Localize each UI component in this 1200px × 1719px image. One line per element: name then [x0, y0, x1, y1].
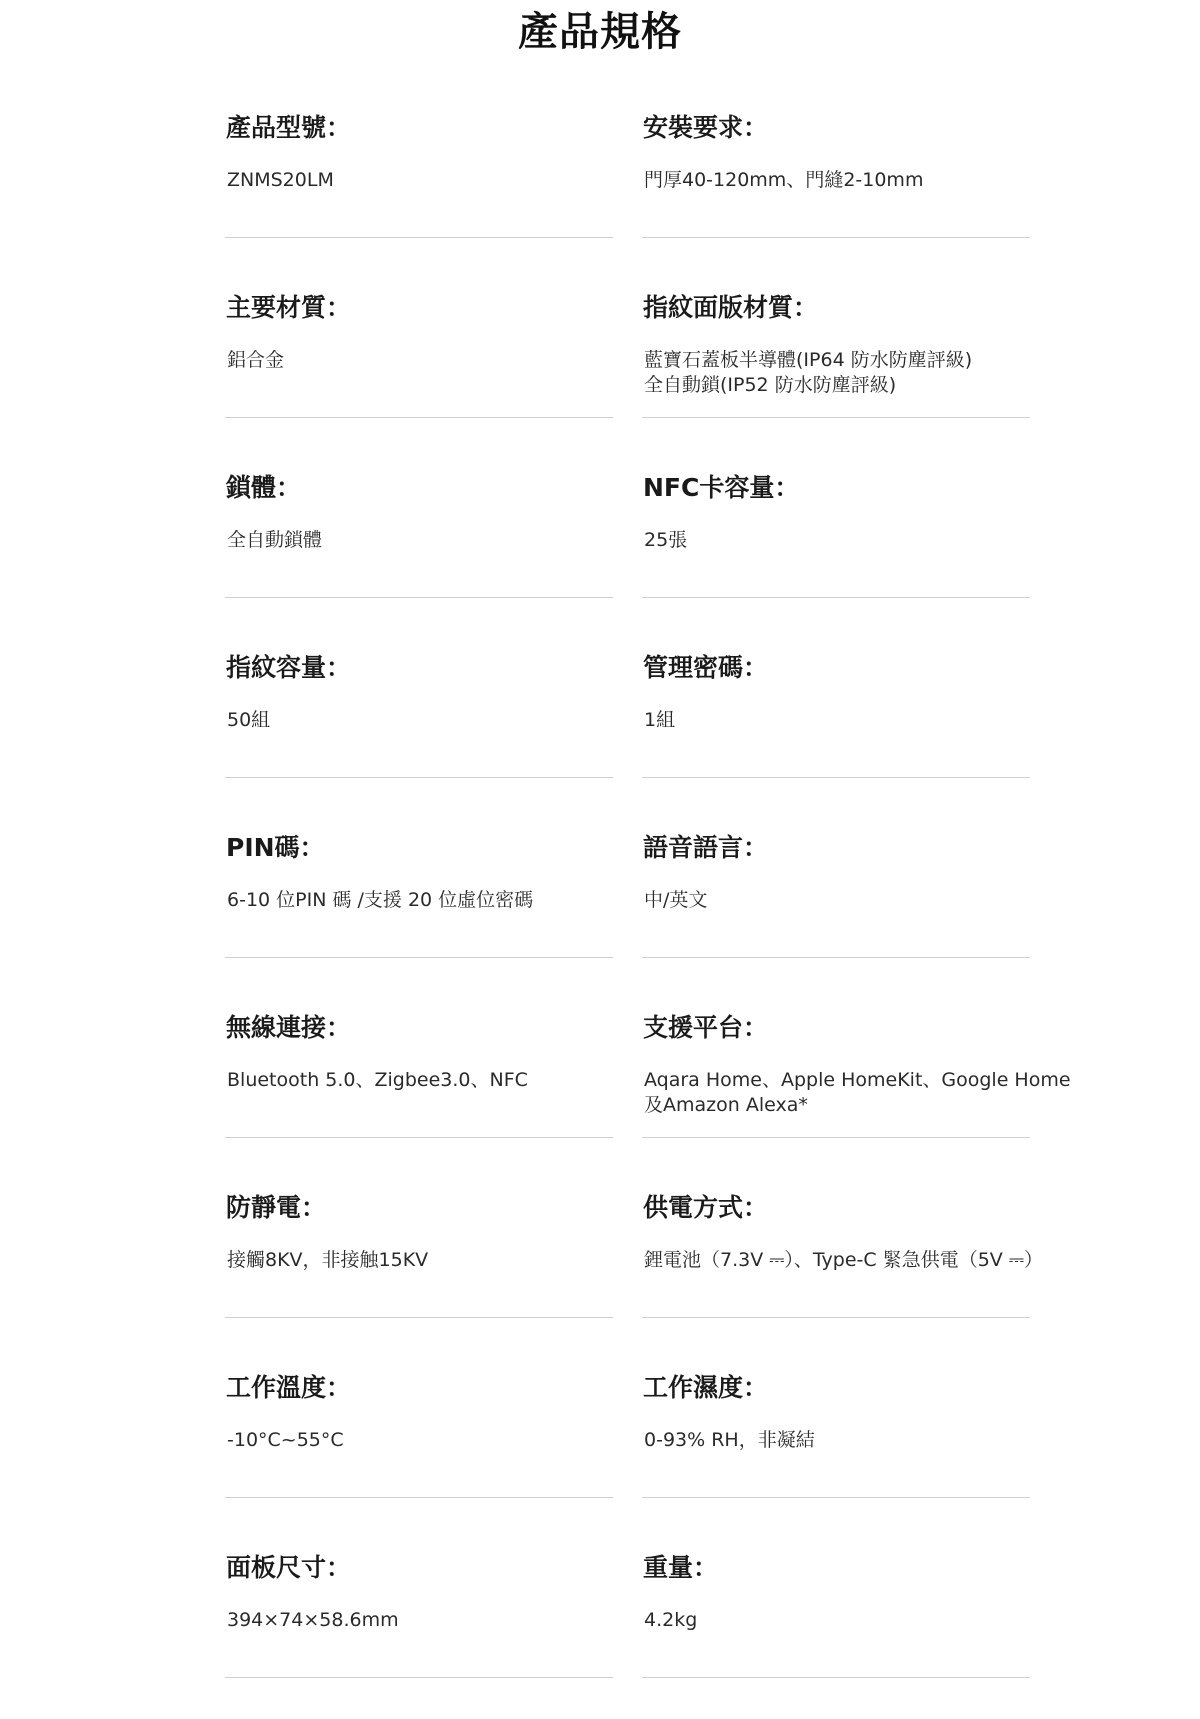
spec-value [644, 1428, 1030, 1453]
spec-value [644, 348, 1030, 398]
spec-value-line: 0-93% RH，非凝結 [644, 1429, 815, 1451]
spec-item-wireless [225, 996, 613, 1138]
spec-value-line: 1組 [644, 709, 676, 731]
spec-value-line: -10°C~55°C [227, 1429, 344, 1451]
spec-value [644, 1068, 1071, 1118]
spec-value [227, 168, 613, 193]
spec-value [227, 1248, 613, 1273]
spec-value-line: ZNMS20LM [227, 169, 334, 191]
spec-item-material [225, 276, 613, 418]
spec-value-line: 鋰電池（7.3V ⎓）、Type-C 緊急供電（5V ⎓） [644, 1249, 1044, 1271]
spec-value-line: 藍寶石蓋板半導體(IP64 防水防塵評級) [644, 349, 973, 371]
spec-label: 面板尺寸： [226, 1553, 352, 1582]
spec-item-power-supply [642, 1176, 1044, 1318]
spec-item-platforms [642, 996, 1071, 1138]
spec-item-weight [642, 1536, 1030, 1678]
spec-value-line: Aqara Home、Apple HomeKit、Google Home [644, 1069, 1071, 1091]
spec-item-panel-dimensions [225, 1536, 613, 1678]
spec-item-panel-material [642, 276, 1030, 418]
spec-label: 防靜電： [226, 1193, 327, 1222]
spec-value-line: 接觸8KV，非接触15KV [227, 1249, 429, 1271]
spec-item-operating-temperature [225, 1356, 613, 1498]
spec-label: 管理密碼： [643, 653, 769, 682]
spec-item-voice-language [642, 816, 1030, 958]
page-title: 產品規格 [518, 9, 682, 55]
spec-value-line: 394×74×58.6mm [227, 1609, 399, 1631]
spec-value [644, 1608, 1030, 1633]
spec-value-line: 4.2kg [644, 1609, 698, 1631]
spec-value-line: 50組 [227, 709, 271, 731]
spec-item-model [225, 96, 613, 238]
spec-label: 支援平台： [643, 1013, 769, 1042]
spec-grid [225, 96, 1071, 1716]
spec-value [227, 1608, 613, 1633]
spec-value-line: 鋁合金 [227, 349, 285, 371]
spec-label: 重量： [643, 1553, 719, 1582]
spec-item-fingerprint-capacity [225, 636, 613, 778]
spec-label: PIN碼： [226, 833, 325, 862]
spec-value [227, 888, 613, 913]
spec-label: 無線連接： [226, 1013, 352, 1042]
spec-item-installation [642, 96, 1030, 238]
spec-item-admin-password [642, 636, 1030, 778]
spec-value [644, 528, 1030, 553]
spec-label: 工作溫度： [226, 1373, 352, 1402]
spec-value-line: Bluetooth 5.0、Zigbee3.0、NFC [227, 1069, 528, 1091]
spec-value-line: 全自動鎖體 [227, 529, 323, 551]
spec-value-line: 門厚40-120mm、門縫2-10mm [644, 169, 924, 191]
spec-label: NFC卡容量： [643, 473, 800, 502]
spec-value-line: 全自動鎖(IP52 防水防塵評級) [644, 374, 897, 396]
spec-value [644, 708, 1030, 733]
spec-item-pin-code [225, 816, 613, 958]
spec-value [227, 528, 613, 553]
spec-value-line: 中/英文 [644, 889, 708, 911]
spec-label: 語音語言： [643, 833, 769, 862]
spec-item-operating-humidity [642, 1356, 1030, 1498]
spec-value-line: 及Amazon Alexa* [644, 1094, 808, 1116]
spec-label: 安裝要求： [643, 113, 769, 142]
spec-label: 指紋容量： [226, 653, 352, 682]
spec-label: 指紋面版材質： [643, 293, 819, 322]
spec-value [227, 1428, 613, 1453]
spec-item-lock-body [225, 456, 613, 598]
spec-value [227, 708, 613, 733]
spec-label: 鎖體： [226, 473, 302, 502]
spec-value [227, 348, 613, 373]
spec-value-line: 25張 [644, 529, 688, 551]
spec-value [644, 1248, 1044, 1273]
spec-label: 主要材質： [226, 293, 352, 322]
spec-label: 產品型號： [226, 113, 352, 142]
spec-value [644, 888, 1030, 913]
spec-value [644, 168, 1030, 193]
spec-item-esd [225, 1176, 613, 1318]
spec-label: 供電方式： [643, 1193, 769, 1222]
spec-value-line: 6-10 位PIN 碼 /支援 20 位虛位密碼 [227, 889, 534, 911]
spec-item-nfc-capacity [642, 456, 1030, 598]
spec-label: 工作濕度： [643, 1373, 769, 1402]
spec-value [227, 1068, 613, 1093]
